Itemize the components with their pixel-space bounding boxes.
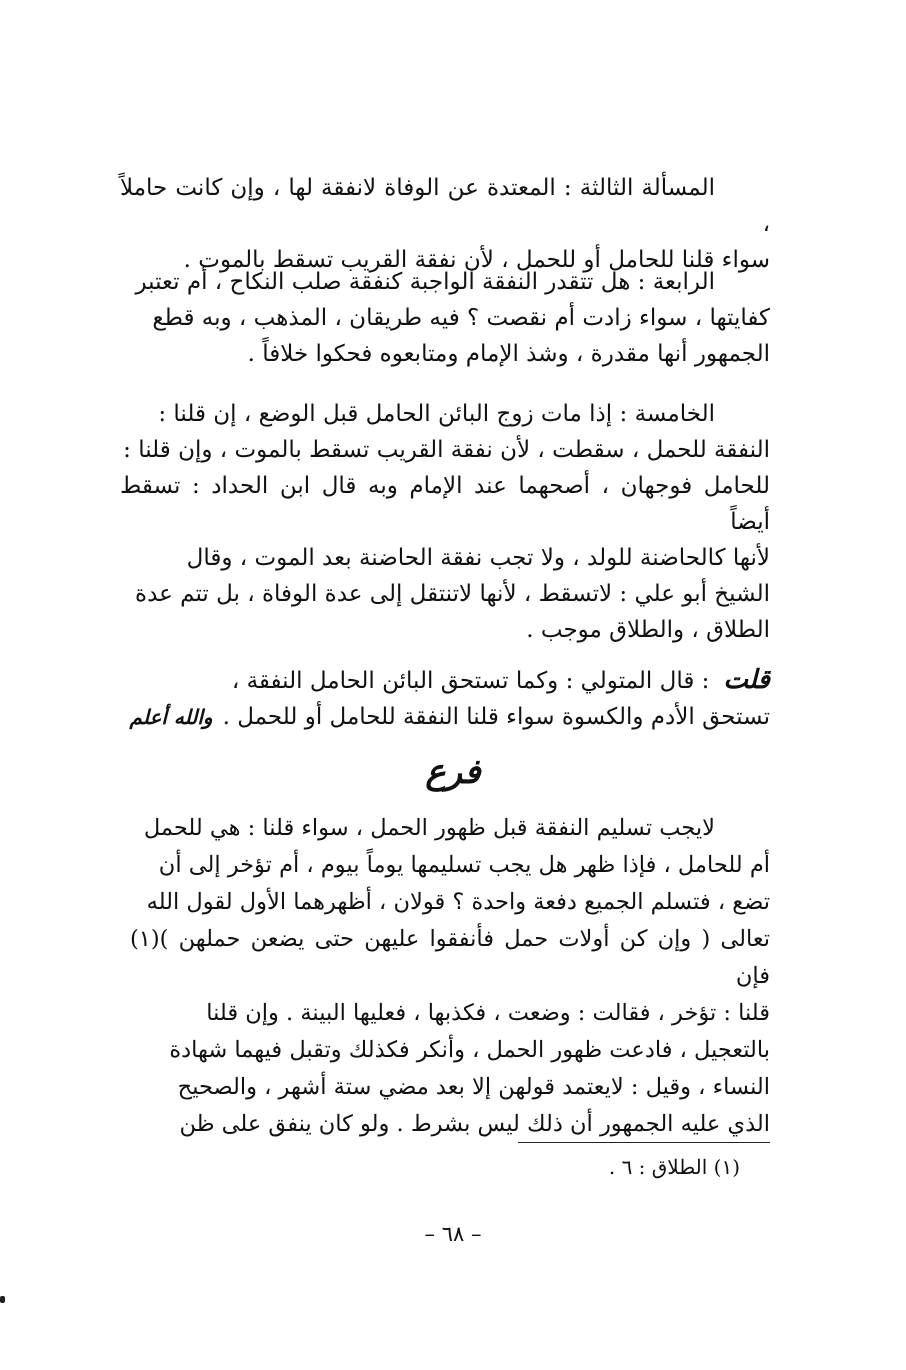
text-line: أم للحامل ، فإذا ظهر هل يجب تسليمها يوماً بيوم ، أم تؤخر إلى أن xyxy=(158,852,770,878)
text-line: المسألة الثالثة : المعتدة عن الوفاة لانفقة لها ، وإن كانت حاملاً ، xyxy=(120,175,770,237)
text-line: النفقة للحمل ، سقطت ، لأن نفقة القريب تسقط بالموت ، وإن قلنا : xyxy=(123,437,770,463)
paragraph-fifth-issue xyxy=(120,396,770,648)
text-line: النساء ، وقيل : لايعتمد قولهن إلا بعد مضي ستة أشهر ، والصحيح xyxy=(177,1074,770,1100)
text-line: الذي عليه الجمهور أن ذلك ليس بشرط . ولو كان ينفق على ظن xyxy=(179,1111,770,1137)
text-line: الطلاق ، والطلاق موجب . xyxy=(526,617,770,643)
text-line: سواء قلنا للحامل أو للحمل ، لأن نفقة القريب تسقط بالموت . xyxy=(183,247,770,273)
footnote-divider xyxy=(518,1142,770,1143)
paragraph-third-issue xyxy=(120,170,770,278)
text-line: لايجب تسليم النفقة قبل ظهور الحمل ، سواء قلنا : هي للحمل xyxy=(143,815,715,841)
paragraph-far3 xyxy=(130,810,770,1143)
text-line: لأنها كالحاضنة للولد ، ولا تجب نفقة الحاضنة بعد الموت ، وقال xyxy=(186,545,770,571)
qultu-text: : قال المتولي : وكما تستحق البائن الحامل النفقة ، xyxy=(231,668,710,694)
paragraph-qultu xyxy=(120,662,770,735)
qultu-marker: قلت xyxy=(723,665,770,695)
text-line: كفايتها ، سواء زادت أم نقصت ؟ فيه طريقان ، المذهب ، وبه قطع xyxy=(152,305,770,331)
qultu-text-line2: تستحق الأدم والكسوة سواء قلنا النفقة للحامل أو للحمل . xyxy=(222,704,770,730)
text-line: الرابعة : هل تتقدر النفقة الواجبة كنفقة صلب النكاح ، أم تعتبر xyxy=(135,269,715,295)
text-line: تضع ، فتسلم الجميع دفعة واحدة ؟ قولان ، أظهرهما الأول لقول الله xyxy=(146,889,770,915)
scan-mark xyxy=(0,1296,5,1303)
text-line: الجمهور أنها مقدرة ، وشذ الإمام ومتابعوه فحكوا خلافاً . xyxy=(247,341,770,367)
text-line xyxy=(120,699,770,735)
page-number: – ٦٨ – xyxy=(424,1222,482,1246)
text-line: تعالى ( وإن كن أولات حمل فأنفقوا عليهن حتى يضعن حملهن )(١) فإن xyxy=(130,926,770,989)
text-line: قلنا : تؤخر ، فقالت : وضعت ، فكذبها ، فعليها البينة . وإن قلنا xyxy=(206,1000,770,1026)
section-heading: فرع xyxy=(425,752,481,792)
text-line: للحامل فوجهان ، أصحهما عند الإمام وبه قال ابن الحداد : تسقط أيضاً xyxy=(120,473,770,535)
text-line: الخامسة : إذا مات زوج البائن الحامل قبل الوضع ، إن قلنا : xyxy=(158,401,715,427)
closing-formula: والله أعلم xyxy=(129,705,213,729)
text-line xyxy=(120,662,770,699)
paragraph-fourth-issue xyxy=(120,264,770,372)
text-line: بالتعجيل ، فادعت ظهور الحمل ، وأنكر فكذلك وتقبل فيهما شهادة xyxy=(169,1037,770,1063)
text-line: الشيخ أبو علي : لاتسقط ، لأنها لاتنتقل إلى عدة الوفاة ، بل تتم عدة xyxy=(135,581,770,607)
footnote: (١) الطلاق : ٦ . xyxy=(608,1155,740,1179)
